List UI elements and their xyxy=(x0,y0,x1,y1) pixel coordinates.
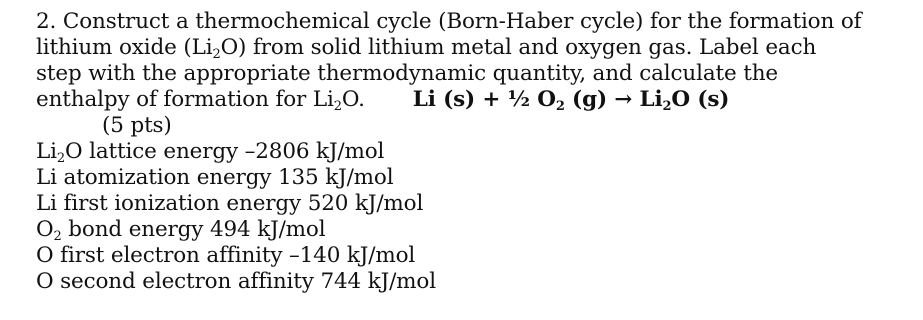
question-text: enthalpy of formation for Li xyxy=(36,87,334,112)
data-lattice-energy xyxy=(36,139,920,165)
data-text: O lattice energy –2806 kJ/mol xyxy=(64,139,385,164)
data-text: O first electron affinity –140 kJ/mol xyxy=(36,243,416,268)
question-line-2 xyxy=(36,35,920,61)
question-line-1 xyxy=(36,9,920,35)
data-atomization-energy xyxy=(36,165,920,191)
data-text: O xyxy=(36,217,54,242)
data-text: Li first ionization energy 520 kJ/mol xyxy=(36,191,424,216)
question-text: O) from solid lithium metal and oxygen gas. Label each xyxy=(220,35,817,60)
data-text: bond energy 494 kJ/mol xyxy=(61,217,326,242)
question-line-4 xyxy=(36,87,920,113)
data-text: Li xyxy=(36,139,57,164)
data-bond-energy xyxy=(36,217,920,243)
equation-part: Li (s) + ½ O xyxy=(412,87,556,112)
question-text: O. xyxy=(341,87,365,112)
problem-document xyxy=(36,9,920,295)
data-text: Li atomization energy 135 kJ/mol xyxy=(36,165,394,190)
equation-part: (g) → Li xyxy=(564,87,663,112)
question-line-3 xyxy=(36,61,920,87)
subscript: 2 xyxy=(212,47,221,62)
formation-equation xyxy=(413,87,730,112)
data-first-electron-affinity xyxy=(36,243,920,269)
subscript: 2 xyxy=(56,151,65,166)
data-text: O second electron affinity 744 kJ/mol xyxy=(36,269,436,294)
question-text: 2. Construct a thermochemical cycle (Born-Haber cycle) for the formation of xyxy=(36,9,862,34)
question-text: lithium oxide (Li xyxy=(36,35,213,60)
data-ionization-energy xyxy=(36,191,920,217)
subscript: 2 xyxy=(555,99,565,114)
subscript: 2 xyxy=(53,229,62,244)
points-label: (5 pts) xyxy=(102,113,172,138)
subscript: 2 xyxy=(333,99,342,114)
subscript: 2 xyxy=(662,99,672,114)
question-text: step with the appropriate thermodynamic quantity, and calculate the xyxy=(36,61,778,86)
points-line xyxy=(36,113,920,139)
equation-part: O (s) xyxy=(671,87,730,112)
data-second-electron-affinity xyxy=(36,269,920,295)
